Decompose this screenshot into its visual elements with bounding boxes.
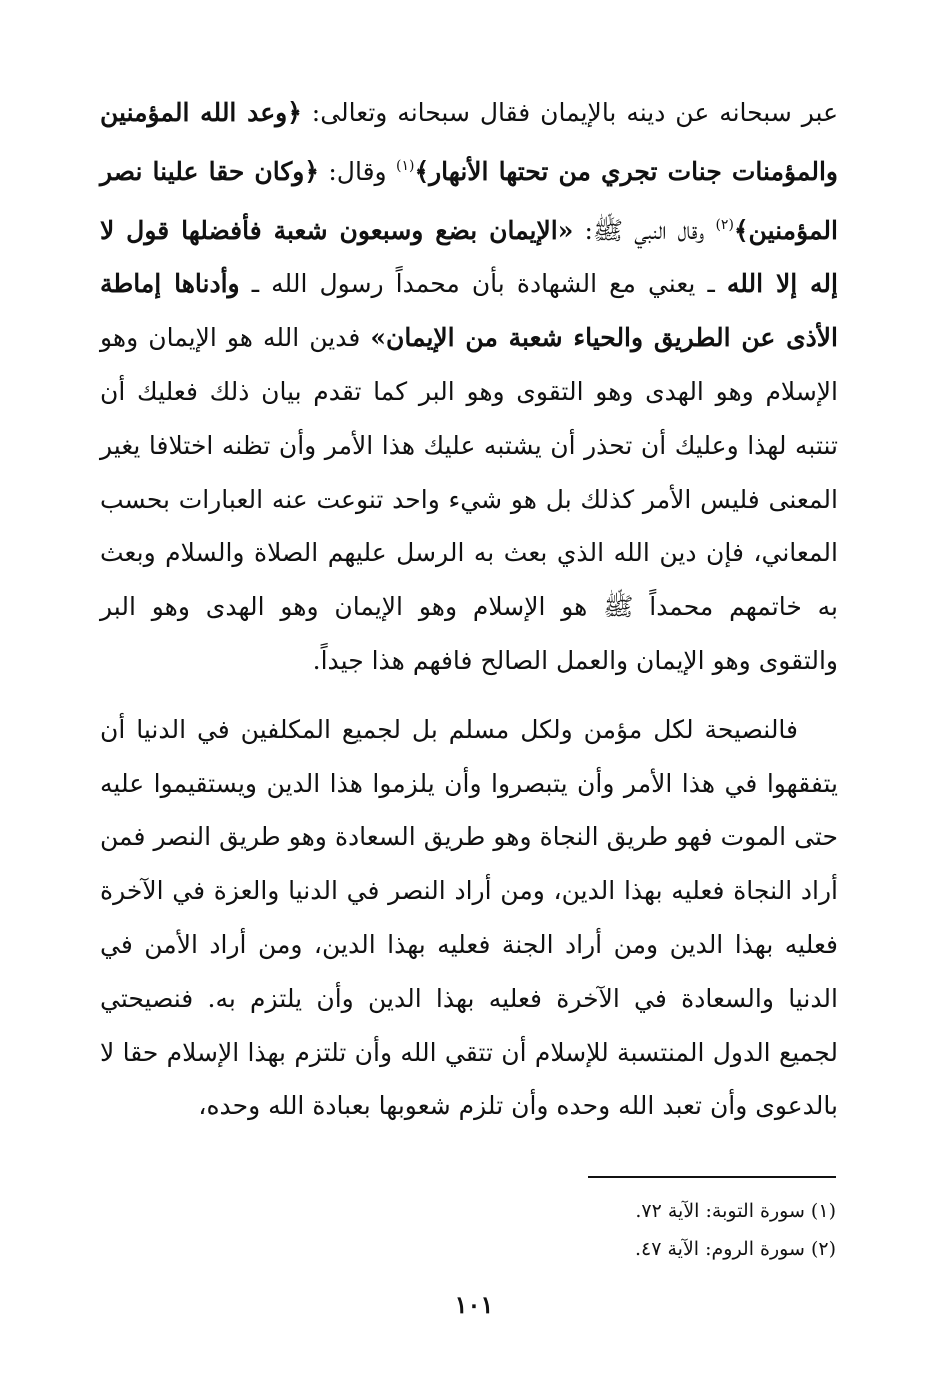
footnote-marker-2: (٢) <box>715 216 734 233</box>
text-run: وقال النبي ﷺ: <box>573 215 716 245</box>
footnote-2: (٢) سورة الروم: الآية ٤٧. <box>634 1238 836 1260</box>
quran-verse: ﴿وكان حقا علينا نصر المؤمنين﴾ <box>100 156 838 245</box>
paragraph-2: فالنصيحة لكل مؤمن ولكل مسلم بل لجميع المكلفين في الدنيا أن يتفقهوا في هذا الأمر وأن يتبصروا وأن يلزموا هذا الدين ويستقيموا عليه حتى الموت فهو طريق النجاة وهو طريق السعادة وهو طريق النصر فمن أراد النجاة فعليه بهذا الدين، ومن أراد النصر في الدنيا والعزة في الآخرة فعليه بهذا الدين ومن أراد الجنة فعليه بهذا الدين، ومن أراد الأمن في الدنيا والسعادة في الآخرة فعليه بهذا الدين وأن يلتزم به. فنصيحتي لجميع الدول المنتسبة للإسلام أن تتقي الله وأن تلتزم بهذا الإسلام حقا لا بالدعوى وأن تعبد الله وحده وأن تلزم شعوبها بعبادة الله وحده، <box>100 714 838 1121</box>
paragraph-1 <box>100 86 838 688</box>
main-text <box>100 86 838 1133</box>
page-number: ١٠١ <box>454 1290 494 1319</box>
text-run: ـ يعني مع الشهادة بأن محمداً رسول الله ـ <box>239 269 727 299</box>
text-run: وقال: <box>319 156 396 186</box>
footnote-1: (١) سورة التوبة: الآية ٧٢. <box>635 1200 836 1222</box>
footnote-marker-1: (١) <box>395 157 415 174</box>
hadith-quote: وأدناها إماطة الأذى عن الطريق والحياء شعبة من الإيمان» <box>100 269 838 353</box>
hadith-quote: «الإيمان بضع وسبعون شعبة فأفضلها قول لا إله إلا الله <box>100 215 838 299</box>
footnote-divider <box>588 1176 836 1178</box>
quran-verse: ﴿وعد الله المؤمنين والمؤمنات جنات تجري من تحتها الأنهار﴾ <box>100 98 838 186</box>
text-run: فدين الله هو الإيمان وهو الإسلام وهو الهدى وهو التقوى وهو البر كما تقدم بيان ذلك فعليك أن تنتبه لهذا وعليك أن تحذر أن يشتبه عليك هذا الأمر وأن تظنه اختلافا يغير المعنى فليس الأمر كذلك بل هو شيء واحد تنوعت عنه العبارات بحسب المعاني، فإن دين الله الذي بعث به الرسل عليهم الصلاة والسلام وبعث به خاتمهم محمداً ﷺ هو الإسلام وهو الإيمان وهو الهدى وهو البر والتقوى وهو الإيمان والعمل الصالح فافهم هذا جيداً. <box>100 323 838 675</box>
footnotes <box>400 1192 836 1268</box>
text-run: عبر سبحانه عن دينه بالإيمان فقال سبحانه وتعالى: <box>301 98 838 127</box>
